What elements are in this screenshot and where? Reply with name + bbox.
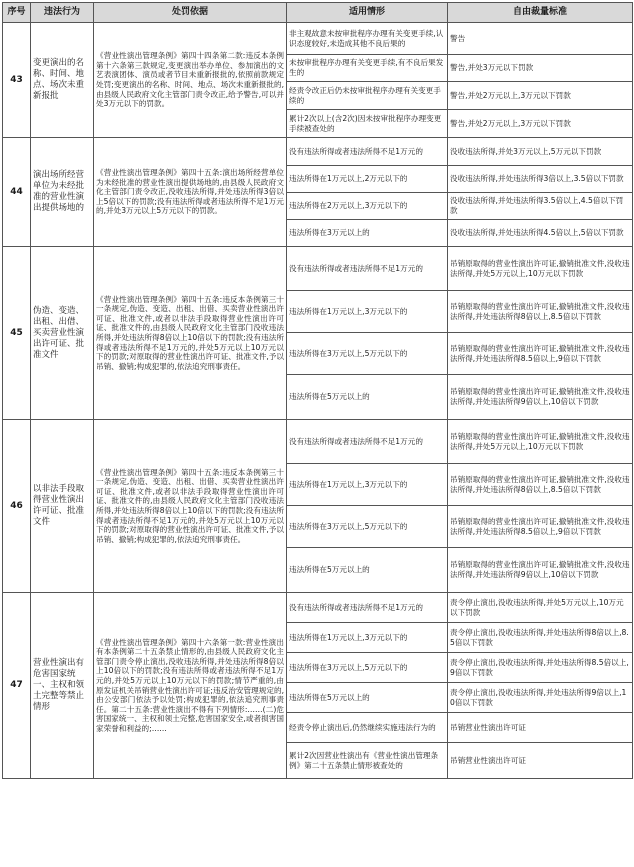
row-number: 45	[3, 247, 31, 420]
table-row	[3, 593, 633, 623]
penalty-basis-cell: 《营业性演出管理条例》第四十六条第一款:营业性演出有本条例第二十五条禁止情形的,由县级人民政府文化主管部门责令停止演出,没收违法所得,并处违法所得8倍以上10倍以下的罚款;没有违法所得或者违法所得不足1万元的,并处5万元以上10万元以下的罚款;情节严重的,由原发证机关吊销营业性演出许可证;违反治安管理规定的,由公安部门依法予以处罚;构成犯罪的,依法追究刑事责任。第二十五条:营业性演出不得有下列情形:……(二)危害国家统一、主权和领土完整,危害国家安全,或者损害国家荣誉和利益的;……	[94, 593, 287, 779]
standard-cell: 吊销原取得的营业性演出许可证,撤销批准文件,没收违法所得,并处违法所得9倍以上,10倍以下罚款	[448, 375, 633, 420]
situation-cell: 违法所得在1万元以上,3万元以下的	[287, 464, 448, 506]
situation-cell: 违法所得在5万元以上的	[287, 683, 448, 713]
situation-cell: 没有违法所得或者违法所得不足1万元的	[287, 420, 448, 464]
situation-cell: 违法所得在3万元以上,5万元以下的	[287, 333, 448, 375]
header-num: 序号	[3, 3, 31, 23]
situation-cell: 经责令停止演出后,仍然继续实施违法行为的	[287, 713, 448, 743]
standard-cell: 没收违法所得,并处违法所得3倍以上,3.5倍以下罚款	[448, 166, 633, 193]
table-row	[3, 23, 633, 55]
violation-cell: 伪造、变造、出租、出借、买卖营业性演出许可证、批准文件	[31, 247, 94, 420]
penalty-discretion-table	[2, 2, 633, 779]
header-applicable-situation: 适用情形	[287, 3, 448, 23]
situation-cell: 违法所得在5万元以上的	[287, 375, 448, 420]
violation-cell: 营业性演出有危害国家统一、主权和领土完整等禁止情形	[31, 593, 94, 779]
table-row	[3, 247, 633, 291]
standard-cell: 责令停止演出,没收违法所得,并处5万元以上,10万元以下罚款	[448, 593, 633, 623]
violation-cell: 变更演出的名称、时间、地点、场次未重新报批	[31, 23, 94, 138]
standard-cell: 责令停止演出,没收违法所得,并处违法所得8倍以上,8.5倍以下罚款	[448, 623, 633, 653]
situation-cell: 没有违法所得或者违法所得不足1万元的	[287, 138, 448, 166]
row-number: 43	[3, 23, 31, 138]
situation-cell: 违法所得在3万元以上,5万元以下的	[287, 653, 448, 683]
penalty-basis-cell: 《营业性演出管理条例》第四十五条:违反本条例第三十一条规定,伪造、变造、出租、出借、买卖营业性演出许可证、批准文件,或者以非法手段取得营业性演出许可证、批准文件的,由县级人民政府文化主管部门没收违法所得,并处违法所得8倍以上10倍以下的罚款;没有违法所得或者违法所得不足1万元的,并处5万元以上10万元以下的罚款;对原取得的营业性演出许可证、批准文件,予以吊销、撤销;构成犯罪的,依法追究刑事责任。	[94, 420, 287, 593]
row-number: 47	[3, 593, 31, 779]
standard-cell: 没收违法所得,并处违法所得3.5倍以上,4.5倍以下罚款	[448, 193, 633, 220]
header-discretion-standard: 自由裁量标准	[448, 3, 633, 23]
standard-cell: 警告	[448, 23, 633, 55]
situation-cell: 违法所得在5万元以上的	[287, 548, 448, 593]
standard-cell: 吊销营业性演出许可证	[448, 743, 633, 779]
standard-cell: 吊销原取得的营业性演出许可证,撤销批准文件,没收违法所得,并处违法所得9倍以上,10倍以下罚款	[448, 548, 633, 593]
header-penalty-basis: 处罚依据	[94, 3, 287, 23]
standard-cell: 吊销营业性演出许可证	[448, 713, 633, 743]
standard-cell: 吊销原取得的营业性演出许可证,撤销批准文件,没收违法所得,并处违法所得8倍以上,8.5倍以下罚款	[448, 291, 633, 333]
situation-cell: 违法所得在1万元以上,3万元以下的	[287, 623, 448, 653]
penalty-basis-cell: 《营业性演出管理条例》第四十五条:违反本条例第三十一条规定,伪造、变造、出租、出借、买卖营业性演出许可证、批准文件,或者以非法手段取得营业性演出许可证、批准文件的,由县级人民政府文化主管部门没收违法所得,并处违法所得8倍以上10倍以下的罚款;没有违法所得或者违法所得不足1万元的,并处5万元以上10万元以下的罚款;对原取得的营业性演出许可证、批准文件,予以吊销、撤销;构成犯罪的,依法追究刑事责任。	[94, 247, 287, 420]
situation-cell: 没有违法所得或者违法所得不足1万元的	[287, 593, 448, 623]
standard-cell: 没收违法所得,并处3万元以上,5万元以下罚款	[448, 138, 633, 166]
table-header-row	[3, 3, 633, 23]
standard-cell: 吊销原取得的营业性演出许可证,撤销批准文件,没收违法所得,并处违法所得8.5倍以上,9倍以下罚款	[448, 506, 633, 548]
table-row	[3, 138, 633, 166]
standard-cell: 吊销原取得的营业性演出许可证,撤销批准文件,没收违法所得,并处5万元以上,10万元以下罚款	[448, 420, 633, 464]
row-number: 44	[3, 138, 31, 247]
situation-cell: 违法所得在1万元以上,3万元以下的	[287, 291, 448, 333]
situation-cell: 未按审批程序办理有关变更手续,有不良后果发生的	[287, 55, 448, 82]
situation-cell: 非主观故意未按审批程序办理有关变更手续,认识态度较好,未造成其他不良后果的	[287, 23, 448, 55]
standard-cell: 吊销原取得的营业性演出许可证,撤销批准文件,没收违法所得,并处违法所得8.5倍以上,9倍以下罚款	[448, 333, 633, 375]
situation-cell: 违法所得在2万元以上,3万元以下的	[287, 193, 448, 220]
standard-cell: 责令停止演出,没收违法所得,并处违法所得9倍以上,10倍以下罚款	[448, 683, 633, 713]
header-violation: 违法行为	[31, 3, 94, 23]
situation-cell: 累计2次以上(含2次)因未按审批程序办理变更手续被查处的	[287, 110, 448, 138]
violation-cell: 以非法手段取得营业性演出许可证、批准文件	[31, 420, 94, 593]
standard-cell: 警告,并处2万元以上,3万元以下罚款	[448, 82, 633, 110]
standard-cell: 吊销原取得的营业性演出许可证,撤销批准文件,没收违法所得,并处5万元以上,10万元以下罚款	[448, 247, 633, 291]
situation-cell: 没有违法所得或者违法所得不足1万元的	[287, 247, 448, 291]
situation-cell: 违法所得在3万元以上的	[287, 220, 448, 247]
violation-cell: 演出场所经营单位为未经批准的营业性演出提供场地的	[31, 138, 94, 247]
penalty-basis-cell: 《营业性演出管理条例》第四十五条:演出场所经营单位为未经批准的营业性演出提供场地的,由县级人民政府文化主管部门责令改正,没收违法所得,并处违法所得3倍以上5倍以下的罚款;没有违法所得或者违法所得不足1万元的,并处3万元以上5万元以下的罚款。	[94, 138, 287, 247]
standard-cell: 警告,并处2万元以上,3万元以下罚款	[448, 110, 633, 138]
situation-cell: 累计2次因营业性演出有《营业性演出管理条例》第二十五条禁止情形被查处的	[287, 743, 448, 779]
standard-cell: 警告,并处3万元以下罚款	[448, 55, 633, 82]
standard-cell: 吊销原取得的营业性演出许可证,撤销批准文件,没收违法所得,并处违法所得8倍以上,8.5倍以下罚款	[448, 464, 633, 506]
row-number: 46	[3, 420, 31, 593]
standard-cell: 没收违法所得,并处违法所得4.5倍以上,5倍以下罚款	[448, 220, 633, 247]
situation-cell: 违法所得在1万元以上,2万元以下的	[287, 166, 448, 193]
situation-cell: 违法所得在3万元以上,5万元以下的	[287, 506, 448, 548]
standard-cell: 责令停止演出,没收违法所得,并处违法所得8.5倍以上,9倍以下罚款	[448, 653, 633, 683]
situation-cell: 经责令改正后仍未按审批程序办理有关变更手续的	[287, 82, 448, 110]
penalty-basis-cell: 《营业性演出管理条例》第四十四条第二款:违反本条例第十六条第三款规定,变更演出举办单位、参加演出的文艺表演团体、演员或者节目未重新报批的,依照前款规定处罚;变更演出的名称、时间、地点、场次未重新报批的,由县级人民政府文化主管部门责令改正,给予警告,可以并处3万元以下的罚款。	[94, 23, 287, 138]
table-row	[3, 420, 633, 464]
